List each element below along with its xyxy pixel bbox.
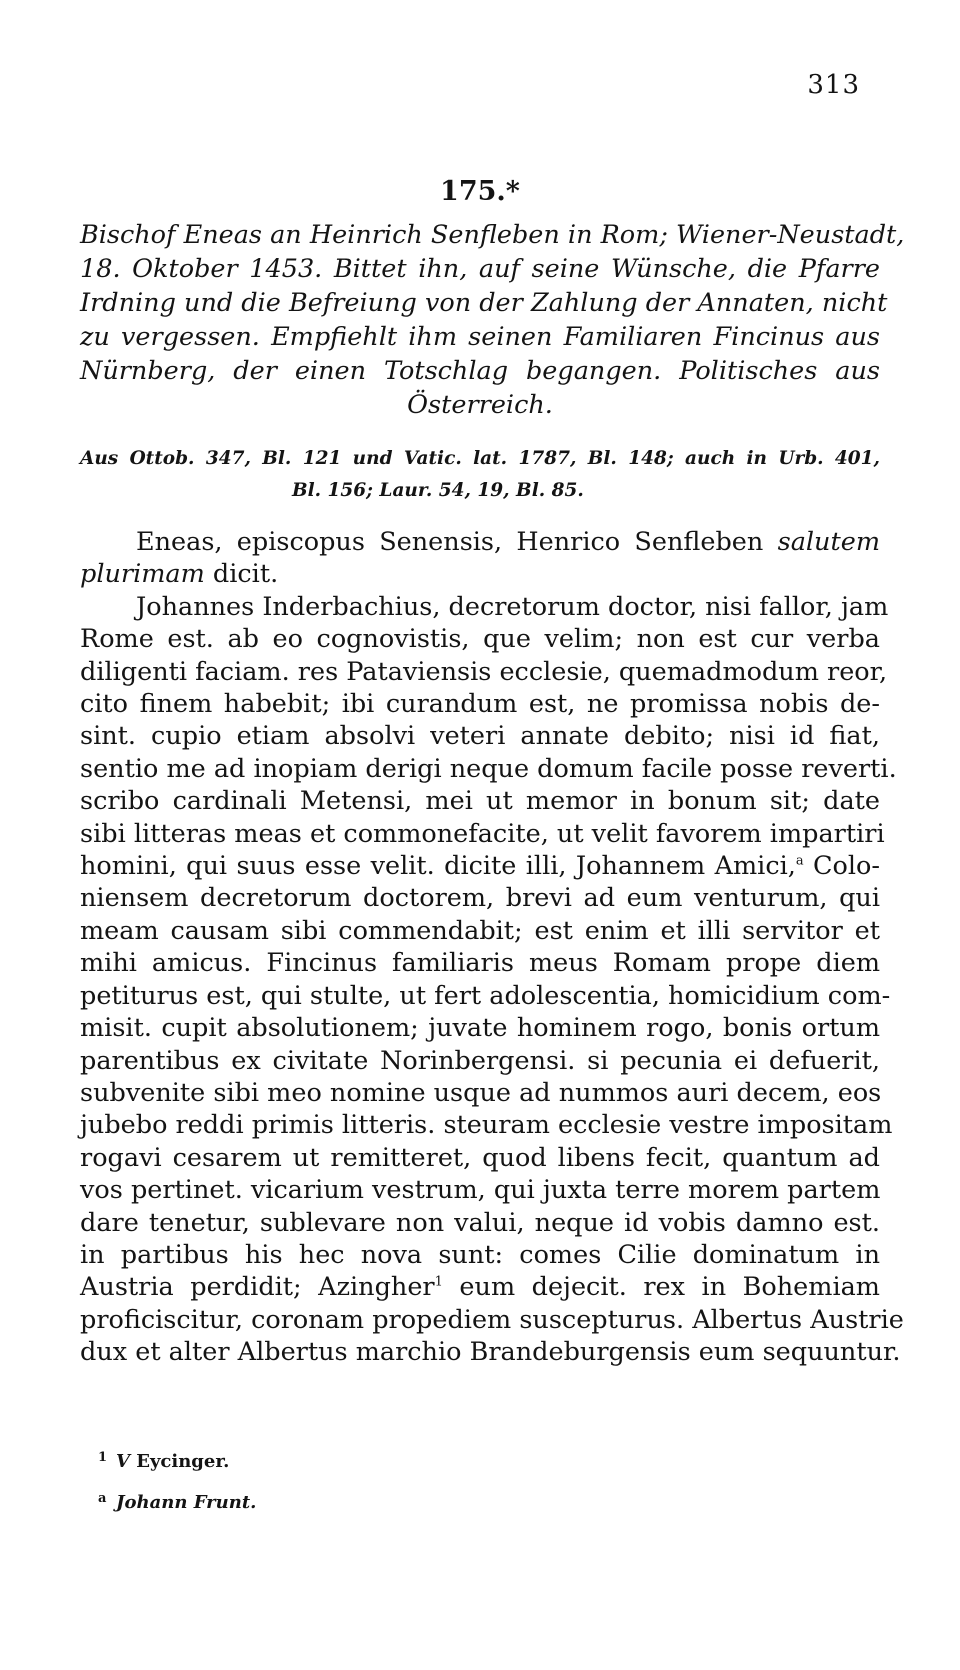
letter-line: Johannes Inderbachius, decretorum doctor, nisi fallor, jam <box>136 591 889 622</box>
letter-line: sentio me ad inopiam derigi neque domum facile posse reverti. <box>80 753 897 784</box>
letter-line: rogavi cesarem ut remitteret, quod libens fecit, quantum ad <box>80 1142 880 1173</box>
letter-body <box>80 526 904 1369</box>
letter-line: in partibus his hec nova sunt: comes Cilie dominatum in <box>80 1239 880 1270</box>
footnote-mark: 1 <box>98 1450 108 1465</box>
letter-text: homini, qui suus esse velit. dicite illi, Johannem Amici, <box>80 851 796 882</box>
letter-line: mihi amicus. Fincinus familiaris meus Romam prope diem <box>80 948 880 979</box>
source-reference <box>80 443 880 507</box>
letter-line <box>80 526 880 558</box>
letter-line: meam causam sibi commendabit; est enim et illi servitor et <box>80 915 880 946</box>
letter-line <box>80 850 880 882</box>
page-number: 313 <box>807 70 860 100</box>
letter-line: subvenite sibi meo nomine usque ad nummos auri decem, eos <box>80 1077 882 1108</box>
letter-line: vos pertinet. vicarium vestrum, qui juxta terre morem partem <box>80 1175 881 1206</box>
footnote-marker: a <box>795 853 804 869</box>
letter-line: sibi litteras meas et commonefacite, ut velit favorem impartiri <box>80 818 885 849</box>
letter-text: Austria perdidit; Azingher <box>80 1272 435 1303</box>
letter-line: diligenti faciam. res Pataviensis ecclesie, quemadmodum reor, <box>80 656 888 687</box>
footnotes <box>98 1439 858 1521</box>
source-line: Aus Ottob. 347, Bl. 121 und Vatic. lat. 1787, Bl. 148; auch in Urb. 401, <box>80 448 880 469</box>
letter-line: Rome est. ab eo cognovistis, que velim; non est cur verba <box>80 624 880 655</box>
regest-line: Österreich. <box>407 390 553 420</box>
letter-text: Eneas, episcopus Senensis, Henrico Senfleben <box>136 527 778 557</box>
letter-line: dare tenetur, sublevare non valui, neque id vobis damno est. <box>80 1207 880 1238</box>
letter-line: cito finem habebit; ibi curandum est, ne promissa nobis de- <box>80 689 880 720</box>
document-number: 175.* <box>440 176 520 207</box>
footnote-marker: 1 <box>434 1274 443 1290</box>
footnote-text-italic: V <box>116 1451 130 1472</box>
regest-line: Nürnberg, der einen Totschlag begangen. Politisches aus <box>80 356 880 386</box>
source-line: Bl. 156; Laur. 54, 19, Bl. 85. <box>292 480 584 501</box>
letter-line: niensem decretorum doctorem, brevi ad eum venturum, qui <box>80 883 880 914</box>
letter-text-italic: salutem <box>777 527 880 557</box>
regest-line: Bischof Eneas an Heinrich Senfleben in Rom; Wiener-Neustadt, <box>80 220 905 250</box>
letter-line: misit. cupit absolutionem; juvate hominem rogo, bonis ortum <box>80 1013 880 1044</box>
letter-text-italic: plurimam <box>80 559 205 590</box>
letter-line: dux et alter Albertus marchio Brandeburgensis eum sequuntur. <box>80 1337 901 1368</box>
letter-text: dicit. <box>204 559 279 590</box>
letter-line <box>80 1271 880 1303</box>
footnote-text: Eycinger. <box>129 1451 230 1472</box>
letter-line: scribo cardinali Metensi, mei ut memor in bonum sit; date <box>80 786 880 817</box>
letter-line <box>80 558 880 590</box>
footnote-item <box>98 1439 858 1480</box>
footnote-item <box>98 1480 858 1521</box>
letter-line: petiturus est, qui stulte, ut fert adolescentia, homicidium com- <box>80 980 891 1011</box>
document-page <box>80 0 905 1670</box>
footnote-mark: a <box>98 1491 107 1506</box>
letter-line: proficiscitur, coronam propediem suscepturus. Albertus Austrie <box>80 1304 904 1335</box>
regest-line: zu vergessen. Empfiehlt ihm seinen Familiaren Fincinus aus <box>80 322 880 352</box>
regest-line: Irdning und die Befreiung von der Zahlung der Annaten, nicht <box>80 288 888 318</box>
letter-line: sint. cupio etiam absolvi veteri annate debito; nisi id fiat, <box>80 721 880 752</box>
letter-text: eum dejecit. rex in Bohemiam <box>442 1272 880 1303</box>
footnote-text-italic: Johann Frunt. <box>116 1492 257 1513</box>
regest-summary <box>80 218 905 422</box>
letter-text: Colo- <box>803 851 881 882</box>
letter-line: jubebo reddi primis litteris. steuram ecclesie vestre impositam <box>80 1110 893 1141</box>
regest-line: 18. Oktober 1453. Bittet ihn, auf seine Wünsche, die Pfarre <box>80 254 880 284</box>
letter-line: parentibus ex civitate Norinbergensi. si pecunia ei defuerit, <box>80 1045 880 1076</box>
